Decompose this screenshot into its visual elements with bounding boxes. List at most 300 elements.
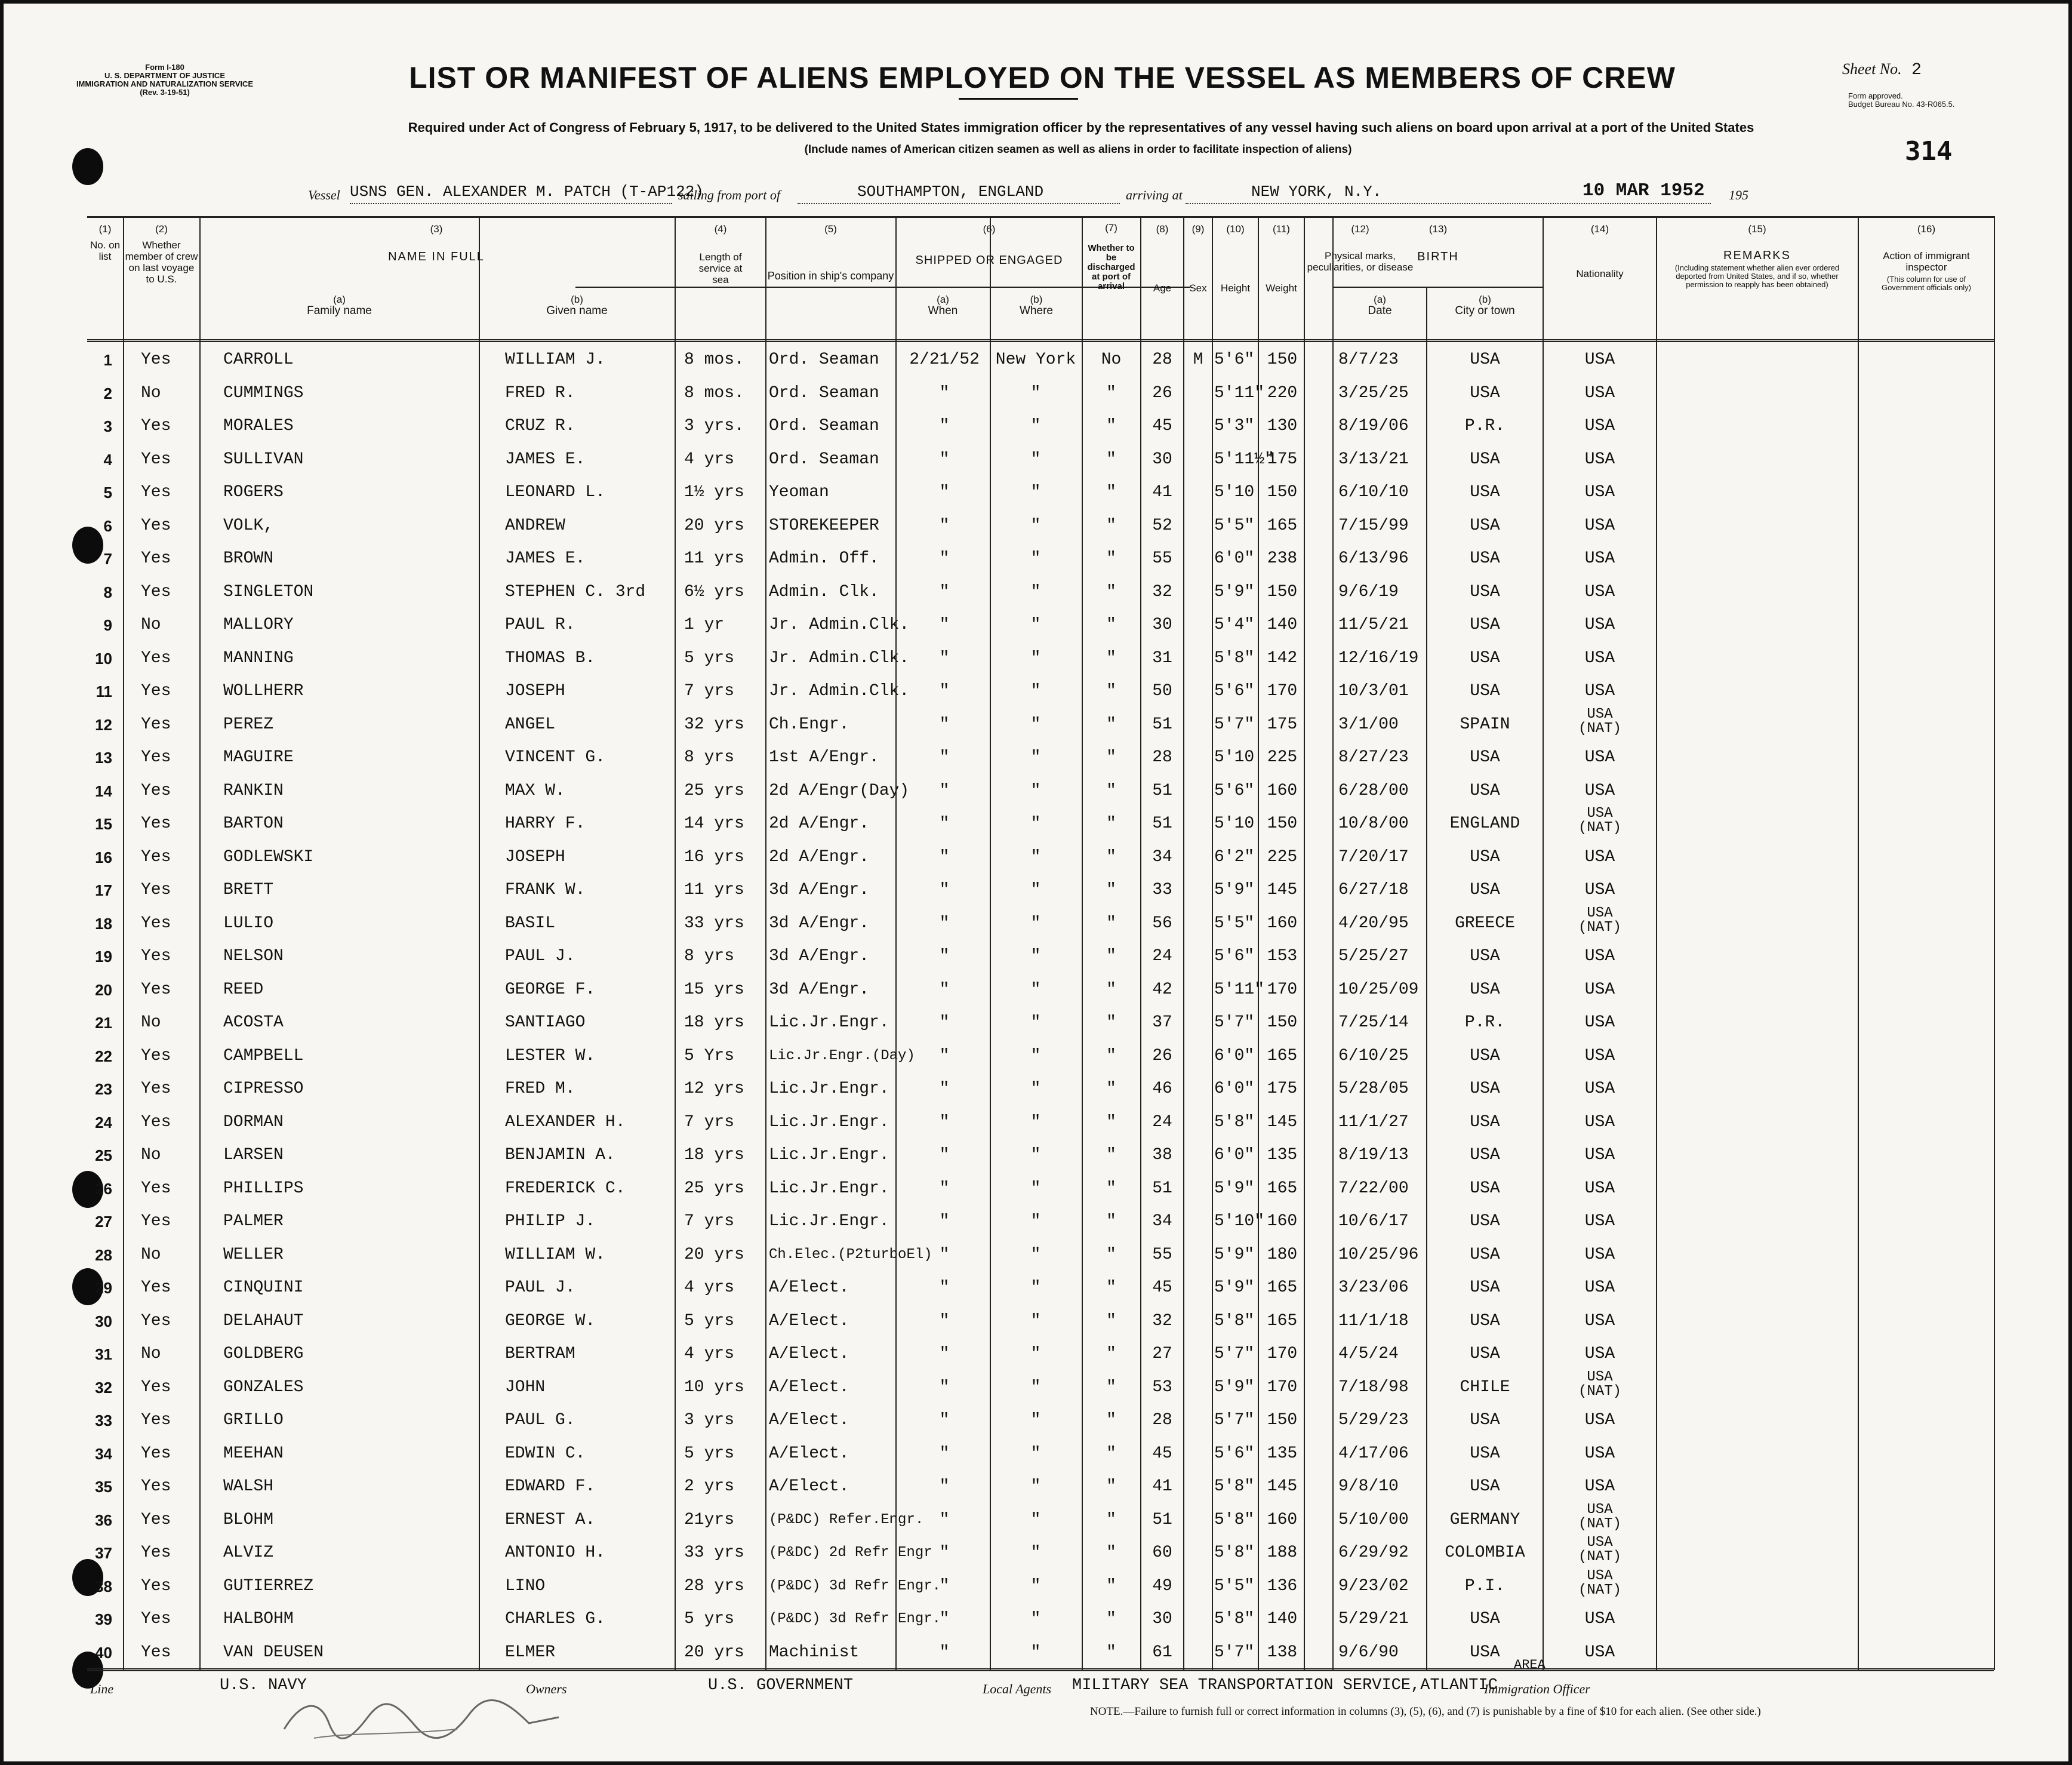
height-cell: 5'8" — [1214, 1311, 1255, 1330]
col-2-header — [124, 223, 199, 285]
age-cell: 45 — [1152, 1278, 1172, 1297]
weight-cell: 175 — [1267, 450, 1298, 469]
nationality-cell: USA — [1584, 1610, 1615, 1628]
service-length-cell: 4 yrs — [684, 1278, 735, 1297]
table-top-border — [87, 216, 1994, 218]
family-name-cell: CUMMINGS — [223, 383, 304, 402]
height-cell: 5'11" — [1214, 383, 1265, 402]
discharge-cell: " — [1106, 682, 1116, 700]
discharge-cell: " — [1106, 814, 1116, 833]
shipped-where-cell: " — [1030, 682, 1041, 700]
col-7-num: (7) — [1105, 222, 1117, 233]
table-row — [87, 1369, 1994, 1407]
birth-date-cell: 6/27/18 — [1338, 881, 1409, 899]
col-10-header — [1213, 223, 1258, 294]
service-length-cell: 4 yrs — [684, 450, 735, 469]
shipped-where-cell: " — [1030, 582, 1041, 601]
table-row — [87, 1535, 1994, 1573]
birth-city-cell: USA — [1470, 1411, 1500, 1429]
weight-cell: 165 — [1267, 1179, 1298, 1198]
shipped-when-cell: " — [939, 1510, 950, 1529]
given-name-cell: JOSEPH — [505, 847, 565, 866]
age-cell: 55 — [1152, 1245, 1172, 1264]
revision: (Rev. 3-19-51) — [140, 88, 190, 97]
given-name-cell: CHARLES G. — [505, 1610, 606, 1628]
family-name-cell: GONZALES — [223, 1377, 304, 1397]
row-number: 14 — [95, 782, 112, 800]
height-cell: 5'10 — [1214, 814, 1255, 833]
nationality-cell: USA — [1584, 516, 1615, 535]
birth-date-cell: 10/6/17 — [1338, 1212, 1409, 1231]
shipped-when-cell: 2/21/52 — [909, 350, 980, 369]
height-cell: 5'8" — [1214, 1112, 1255, 1131]
col-13-header — [1334, 223, 1543, 263]
col-8-label: Age — [1153, 282, 1172, 294]
shipped-when-cell: " — [939, 1444, 950, 1463]
age-cell: 60 — [1152, 1543, 1172, 1562]
col-13-num: (13) — [1428, 223, 1448, 235]
birth-date-cell: 9/8/10 — [1338, 1477, 1399, 1496]
row-number: 15 — [95, 815, 112, 833]
service-length-cell: 1½ yrs — [684, 483, 744, 502]
given-name-cell: GEORGE W. — [505, 1311, 596, 1330]
shipped-when-cell: " — [939, 715, 950, 734]
table-row — [87, 706, 1994, 745]
position-cell: A/Elect. — [769, 1345, 849, 1363]
prev-voyage-cell: Yes — [141, 1411, 171, 1429]
birth-city-cell: USA — [1470, 980, 1500, 999]
shipped-where-cell: " — [1030, 1112, 1041, 1131]
given-name-cell: THOMAS B. — [505, 648, 596, 668]
given-name-cell: CRUZ R. — [505, 417, 575, 435]
birth-city-cell: USA — [1470, 1046, 1500, 1065]
nationality-cell: USA — [1584, 582, 1615, 601]
family-name-cell: MEEHAN — [223, 1444, 284, 1463]
nationality-cell: USA — [1584, 1411, 1615, 1429]
table-row — [87, 1606, 1994, 1639]
col-3a-header — [201, 294, 478, 316]
row-number: 35 — [95, 1478, 112, 1496]
given-name-cell: ANDREW — [505, 516, 565, 535]
prev-voyage-cell: Yes — [141, 582, 171, 601]
given-name-cell: WILLIAM J. — [505, 350, 606, 369]
table-row — [87, 1208, 1994, 1241]
shipped-when-cell: " — [939, 616, 950, 634]
position-cell: 2d A/Engr(Day) — [769, 781, 910, 800]
birth-city-cell: SPAIN — [1460, 715, 1510, 734]
given-name-cell: PAUL J. — [505, 947, 575, 965]
col-2-label: Whether member of crew on last voyage to U.S. — [125, 239, 198, 285]
given-name-cell: JOHN — [505, 1377, 546, 1397]
age-cell: 55 — [1152, 549, 1172, 568]
prev-voyage-cell: Yes — [141, 715, 171, 734]
family-name-cell: SULLIVAN — [223, 450, 304, 469]
shipped-where-cell: " — [1030, 881, 1041, 899]
birth-city-cell: USA — [1470, 383, 1500, 402]
row-number: 39 — [95, 1610, 112, 1628]
prev-voyage-cell: Yes — [141, 814, 171, 833]
position-cell: Jr. Admin.Clk. — [769, 682, 910, 700]
prev-voyage-cell: Yes — [141, 350, 171, 369]
service-length-cell: 5 yrs — [684, 648, 735, 668]
given-name-cell: HARRY F. — [505, 814, 586, 833]
row-number: 24 — [95, 1113, 112, 1131]
table-row — [87, 844, 1994, 877]
weight-cell: 160 — [1267, 1510, 1298, 1529]
family-name-cell: MORALES — [223, 417, 294, 435]
header-split-rule-birth — [1334, 287, 1543, 288]
height-cell: 5'9" — [1214, 1278, 1255, 1297]
arriving-label: arriving at — [1126, 187, 1183, 202]
given-name-cell: PAUL R. — [505, 616, 575, 634]
family-name-cell: HALBOHM — [223, 1610, 294, 1628]
position-cell: A/Elect. — [769, 1411, 849, 1429]
table-row — [87, 1340, 1994, 1374]
service-length-cell: 18 yrs — [684, 1146, 744, 1164]
shipped-where-cell: " — [1030, 781, 1041, 800]
col-14-header — [1544, 223, 1656, 279]
birth-city-cell: USA — [1470, 450, 1500, 469]
shipped-when-cell: " — [939, 1477, 950, 1496]
family-name-cell: MALLORY — [223, 616, 294, 634]
column-divider — [199, 216, 201, 1670]
row-number: 7 — [103, 550, 112, 568]
shipped-when-cell: " — [939, 881, 950, 899]
weight-cell: 180 — [1267, 1245, 1298, 1264]
subtitle: Required under Act of Congress of February 5, 1917, to be delivered to the United States immigration officer by the representatives of any vessel having such aliens on board upon arrival at a port of the United States — [408, 120, 1754, 135]
table-row — [87, 1567, 1994, 1606]
prev-voyage-cell: Yes — [141, 914, 171, 933]
birth-date-cell: 10/3/01 — [1338, 682, 1409, 700]
shipped-when-cell: " — [939, 847, 950, 866]
age-cell: 49 — [1152, 1576, 1172, 1595]
family-name-cell: ALVIZ — [223, 1543, 274, 1562]
subnote: (Include names of American citizen seamen as well as aliens in order to facilitate inspection of aliens) — [804, 143, 1352, 156]
birth-date-cell: 12/16/19 — [1338, 648, 1419, 668]
table-row — [87, 1142, 1994, 1175]
row-number: 38 — [95, 1577, 112, 1595]
birth-city-cell: USA — [1470, 549, 1500, 568]
position-cell: Lic.Jr.Engr. — [769, 1112, 889, 1131]
nationality-cell: USA — [1584, 1046, 1615, 1065]
given-name-cell: BERTRAM — [505, 1345, 575, 1363]
shipped-when-cell: " — [939, 1411, 950, 1429]
height-cell: 5'7" — [1214, 1411, 1255, 1429]
height-cell: 5'9" — [1214, 881, 1255, 899]
height-cell: 5'9" — [1214, 1179, 1255, 1198]
service-length-cell: 8 yrs — [684, 748, 735, 767]
col-9-label: Sex — [1189, 282, 1207, 294]
prev-voyage-cell: Yes — [141, 1179, 171, 1198]
table-row — [87, 805, 1994, 844]
discharge-cell: " — [1106, 383, 1116, 402]
col-6a-label: When — [928, 305, 958, 317]
col-5-label: Position in ship's company — [767, 270, 894, 282]
from-port: SOUTHAMPTON, ENGLAND — [857, 183, 1044, 201]
discharge-cell: " — [1106, 616, 1116, 634]
prev-voyage-cell: Yes — [141, 1477, 171, 1496]
col-16-num: (16) — [1917, 223, 1936, 235]
given-name-cell: GEORGE F. — [505, 980, 596, 999]
row-number: 13 — [95, 749, 112, 767]
age-cell: 53 — [1152, 1377, 1172, 1397]
shipped-when-cell: " — [939, 1311, 950, 1330]
shipped-where-cell: " — [1030, 814, 1041, 833]
table-row — [87, 877, 1994, 910]
discharge-cell: " — [1106, 1046, 1116, 1065]
col-13-label: BIRTH — [1417, 250, 1459, 263]
row-number: 19 — [95, 948, 112, 965]
col-6-label: SHIPPED OR ENGAGED — [915, 254, 1063, 267]
family-name-cell: BARTON — [223, 814, 284, 833]
line-value: U.S. NAVY — [220, 1677, 307, 1695]
prev-voyage-cell: No — [141, 1245, 161, 1264]
family-name-cell: BLOHM — [223, 1510, 274, 1529]
family-name-cell: BRETT — [223, 881, 274, 899]
prev-voyage-cell: Yes — [141, 1510, 171, 1529]
discharge-cell: " — [1106, 1080, 1116, 1098]
nationality-cell: USA (NAT) — [1578, 1501, 1621, 1532]
stamp-number: 314 — [1905, 136, 1953, 167]
shipped-where-cell: " — [1030, 847, 1041, 866]
age-cell: 26 — [1152, 383, 1172, 402]
height-cell: 5'9" — [1214, 1245, 1255, 1264]
birth-city-cell: CHILE — [1460, 1377, 1510, 1397]
discharge-cell: " — [1106, 1345, 1116, 1363]
discharge-cell: " — [1106, 516, 1116, 535]
given-name-cell: EDWARD F. — [505, 1477, 596, 1496]
col-13a-label: Date — [1368, 305, 1392, 317]
position-cell: Ord. Seaman — [769, 383, 879, 402]
col-15-label: REMARKS — [1723, 249, 1791, 262]
shipped-where-cell: " — [1030, 914, 1041, 933]
service-length-cell: 11 yrs — [684, 881, 744, 899]
age-cell: 51 — [1152, 781, 1172, 800]
weight-cell: 150 — [1267, 483, 1298, 502]
row-number: 37 — [95, 1544, 112, 1562]
discharge-cell: " — [1106, 417, 1116, 435]
birth-city-cell: USA — [1470, 881, 1500, 899]
given-name-cell: FRED R. — [505, 383, 575, 402]
service-length-cell: 11 yrs — [684, 549, 744, 568]
col-13b-num: (b) — [1479, 294, 1491, 305]
column-divider — [1140, 216, 1141, 1670]
form-number: Form I-180 — [145, 63, 184, 72]
service-length-cell: 32 yrs — [684, 715, 744, 734]
discharge-cell: " — [1106, 1576, 1116, 1595]
height-cell: 6'2" — [1214, 847, 1255, 866]
discharge-cell: " — [1106, 549, 1116, 568]
vessel-row — [308, 180, 1777, 207]
table-row — [87, 1241, 1994, 1275]
shipped-when-cell: " — [939, 1212, 950, 1231]
birth-date-cell: 3/1/00 — [1338, 715, 1399, 734]
height-cell: 6'0" — [1214, 1046, 1255, 1065]
col-6b-header — [991, 294, 1082, 316]
discharge-cell: " — [1106, 914, 1116, 933]
shipped-where-cell: " — [1030, 1345, 1041, 1363]
service-length-cell: 3 yrs. — [684, 417, 744, 435]
age-cell: 41 — [1152, 1477, 1172, 1496]
weight-cell: 175 — [1267, 1080, 1298, 1098]
position-cell: 3d A/Engr. — [769, 914, 870, 933]
family-name-cell: PEREZ — [223, 715, 274, 734]
weight-cell: 170 — [1267, 682, 1298, 700]
shipped-where-cell: " — [1030, 1411, 1041, 1429]
birth-city-cell: USA — [1470, 1278, 1500, 1297]
birth-city-cell: USA — [1470, 1112, 1500, 1131]
birth-city-cell: USA — [1470, 748, 1500, 767]
nationality-cell: USA (NAT) — [1578, 905, 1621, 936]
shipped-where-cell: " — [1030, 1245, 1041, 1264]
nationality-cell: USA (NAT) — [1578, 1567, 1621, 1598]
height-cell: 5'6" — [1214, 947, 1255, 965]
shipped-where-cell: " — [1030, 383, 1041, 402]
given-name-cell: VINCENT G. — [505, 748, 606, 767]
nationality-cell: USA — [1584, 947, 1615, 965]
weight-cell: 170 — [1267, 1377, 1298, 1397]
table-row — [87, 1308, 1994, 1341]
position-cell: 3d A/Engr. — [769, 881, 870, 899]
birth-date-cell: 6/28/00 — [1338, 781, 1409, 800]
position-cell: STOREKEEPER — [769, 516, 879, 535]
column-divider — [765, 216, 766, 1670]
birth-city-cell: USA — [1470, 947, 1500, 965]
given-name-cell: LINO — [505, 1576, 546, 1595]
birth-city-cell: P.R. — [1464, 417, 1505, 435]
age-cell: 32 — [1152, 582, 1172, 601]
row-number: 4 — [103, 450, 112, 469]
position-cell: A/Elect. — [769, 1477, 849, 1496]
nationality-cell: USA — [1584, 1112, 1615, 1131]
weight-cell: 225 — [1267, 748, 1298, 767]
discharge-cell: " — [1106, 1411, 1116, 1429]
age-cell: 42 — [1152, 980, 1172, 999]
family-name-cell: BROWN — [223, 549, 274, 568]
position-cell: A/Elect. — [769, 1377, 849, 1397]
shipped-where-cell: " — [1030, 1212, 1041, 1231]
col-3-header — [201, 223, 672, 263]
row-number: 33 — [95, 1412, 112, 1429]
sheet-value: 2 — [1911, 61, 1922, 79]
birth-date-cell: 11/5/21 — [1338, 616, 1409, 634]
service-length-cell: 8 mos. — [684, 383, 744, 402]
row-number: 31 — [95, 1345, 112, 1363]
given-name-cell: JAMES E. — [505, 450, 586, 469]
age-cell: 31 — [1152, 648, 1172, 668]
height-cell: 5'8" — [1214, 1477, 1255, 1496]
age-cell: 30 — [1152, 616, 1172, 634]
birth-city-cell: USA — [1470, 682, 1500, 700]
birth-date-cell: 8/19/13 — [1338, 1146, 1409, 1164]
position-cell: (P&DC) 3d Refr Engr. — [769, 1611, 941, 1627]
discharge-cell: " — [1106, 1212, 1116, 1231]
given-name-cell: FRANK W. — [505, 881, 586, 899]
weight-cell: 220 — [1267, 383, 1298, 402]
form-approval — [1848, 92, 1955, 109]
row-number: 21 — [95, 1014, 112, 1032]
shipped-where-cell: " — [1030, 549, 1041, 568]
weight-cell: 150 — [1267, 582, 1298, 601]
discharge-cell: " — [1106, 1610, 1116, 1628]
row-number: 11 — [96, 682, 112, 700]
nationality-cell: USA — [1584, 1245, 1615, 1264]
birth-city-cell: USA — [1470, 616, 1500, 634]
shipped-when-cell: " — [939, 814, 950, 833]
birth-date-cell: 3/13/21 — [1338, 450, 1409, 469]
year-label: 195 — [1729, 187, 1748, 202]
discharge-cell: " — [1106, 450, 1116, 469]
birth-city-cell: COLOMBIA — [1445, 1543, 1525, 1562]
nationality-cell: USA — [1584, 1643, 1615, 1662]
service-length-cell: 5 yrs — [684, 1444, 735, 1463]
service-length-cell: 7 yrs — [684, 1112, 735, 1131]
table-row — [87, 1009, 1994, 1043]
weight-cell: 150 — [1267, 350, 1298, 369]
given-name-cell: MAX W. — [505, 781, 565, 800]
family-name-cell: WALSH — [223, 1477, 274, 1496]
shipped-when-cell: " — [939, 781, 950, 800]
birth-city-cell: ENGLAND — [1449, 814, 1520, 833]
col-11-label: Weight — [1266, 282, 1297, 294]
prev-voyage-cell: Yes — [141, 881, 171, 899]
sheet-label: Sheet No. — [1842, 60, 1902, 78]
shipped-where-cell: " — [1030, 1510, 1041, 1529]
discharge-cell: " — [1106, 1543, 1116, 1562]
shipped-when-cell: " — [939, 1543, 950, 1562]
table-row — [87, 905, 1994, 943]
family-name-cell: DELAHAUT — [223, 1311, 304, 1330]
height-cell: 5'7" — [1214, 715, 1255, 734]
position-cell: Lic.Jr.Engr. — [769, 1146, 889, 1164]
discharge-cell: " — [1106, 1278, 1116, 1297]
age-cell: 51 — [1152, 814, 1172, 833]
discharge-cell: No — [1101, 350, 1122, 369]
birth-date-cell: 6/10/10 — [1338, 483, 1409, 502]
given-name-cell: FREDERICK C. — [505, 1179, 626, 1198]
shipped-when-cell: " — [939, 947, 950, 965]
to-dotline — [1186, 203, 1711, 204]
row-number: 22 — [95, 1047, 112, 1065]
prev-voyage-cell: No — [141, 616, 161, 634]
weight-cell: 160 — [1267, 914, 1298, 933]
family-name-cell: RANKIN — [223, 781, 284, 800]
vessel-dotline — [350, 203, 672, 204]
shipped-where-cell: " — [1030, 1311, 1041, 1330]
shipped-where-cell: " — [1030, 1013, 1041, 1032]
birth-date-cell: 7/20/17 — [1338, 847, 1409, 866]
family-name-cell: CINQUINI — [223, 1278, 304, 1297]
birth-date-cell: 5/25/27 — [1338, 947, 1409, 965]
shipped-when-cell: " — [939, 1345, 950, 1363]
row-number: 2 — [103, 384, 112, 402]
column-divider — [1258, 216, 1259, 1670]
discharge-cell: " — [1106, 847, 1116, 866]
prev-voyage-cell: Yes — [141, 1643, 171, 1662]
birth-date-cell: 5/29/23 — [1338, 1411, 1409, 1429]
nationality-cell: USA — [1584, 450, 1615, 469]
discharge-cell: " — [1106, 947, 1116, 965]
shipped-where-cell: " — [1030, 1477, 1041, 1496]
title-text: LIST OR MANIFEST OF ALIENS EMPLOYED ON THE VESSEL AS MEMBERS OF CREW — [409, 61, 1676, 94]
birth-city-cell: USA — [1470, 1345, 1500, 1363]
shipped-when-cell: " — [939, 914, 950, 933]
birth-city-cell: P.R. — [1464, 1013, 1505, 1032]
row-number: 34 — [95, 1444, 112, 1463]
arrival-date: 10 MAR 1952 — [1583, 180, 1705, 201]
prev-voyage-cell: No — [141, 1146, 161, 1164]
birth-date-cell: 6/10/25 — [1338, 1046, 1409, 1065]
